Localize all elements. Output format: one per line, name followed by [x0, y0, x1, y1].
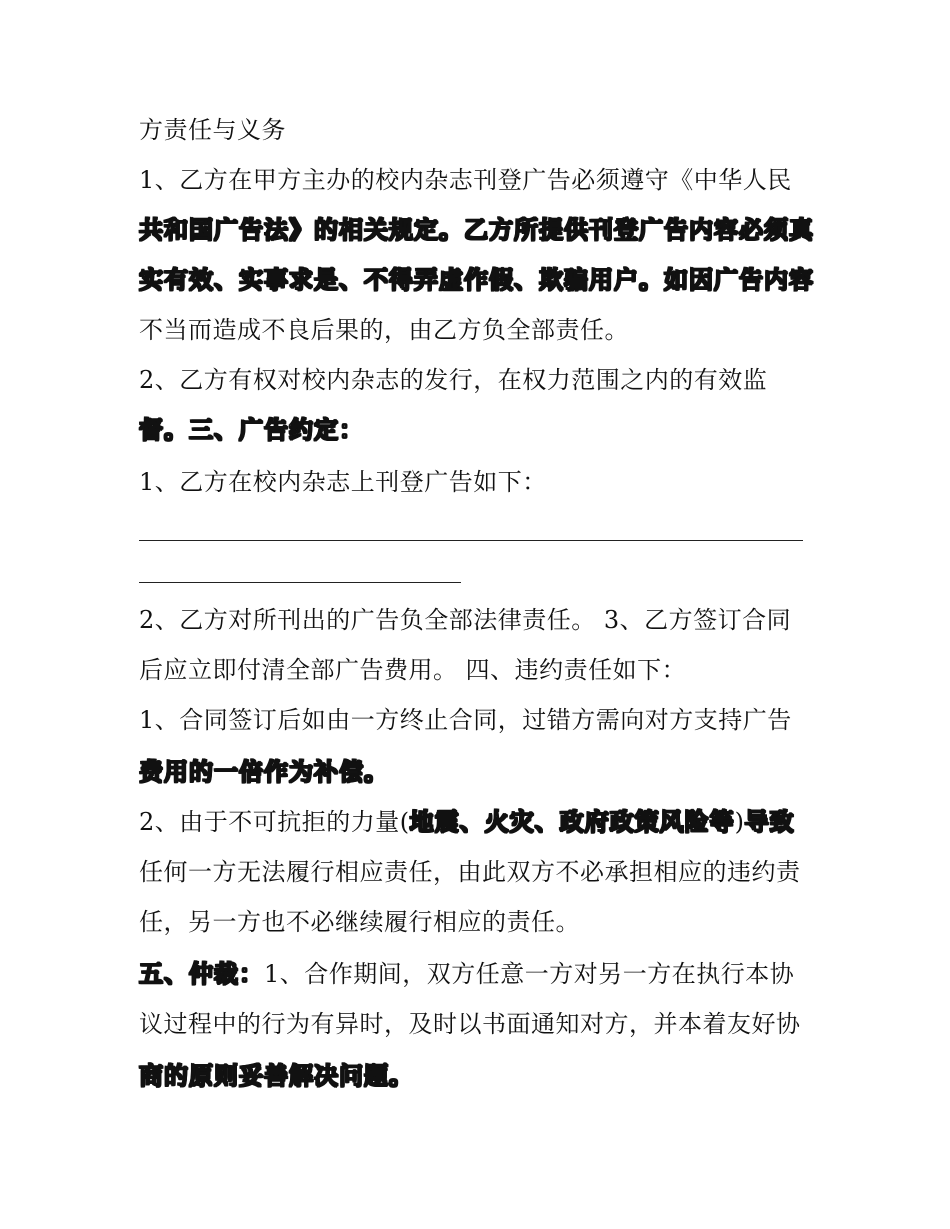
- text-line: [139, 164, 792, 196]
- text-line: [139, 214, 814, 246]
- text-line: [139, 466, 547, 498]
- text-segment: ): [734, 808, 745, 836]
- text-segment: 方责任与义务: [139, 116, 286, 144]
- text-segment: 1、合作期间，双方任意一方对另一方在执行本协: [264, 960, 795, 988]
- text-line: [139, 364, 767, 396]
- text-line: [139, 906, 580, 938]
- text-line: [139, 1008, 801, 1040]
- text-segment: 1、合同签订后如由一方终止合同，过错方需向对方支持广告: [139, 706, 792, 734]
- text-segment: 2、乙方对所刊出的广告负全部法律责任。 3、乙方签订合同: [139, 606, 792, 634]
- text-line: [139, 856, 801, 888]
- text-line: [139, 264, 814, 296]
- text-line: [139, 756, 389, 788]
- outlined-text-segment: 督。三、广告约定：: [139, 416, 364, 444]
- text-segment: 2、由于不可抗拒的力量(: [139, 808, 410, 836]
- text-line: [139, 314, 629, 346]
- fill-in-blank-line-2: [139, 582, 461, 583]
- text-segment: 1、乙方在校内杂志上刊登广告如下：: [139, 468, 547, 496]
- text-line: [139, 654, 686, 686]
- outlined-text-segment: 费用的一倍作为补偿。: [139, 758, 389, 786]
- text-segment: 2、乙方有权对校内杂志的发行，在权力范围之内的有效监: [139, 366, 768, 394]
- text-segment: 不当而造成不良后果的，由乙方负全部责任。: [139, 316, 629, 344]
- text-line: [139, 114, 286, 146]
- outlined-text-segment: 共和国广告法》的相关规定。乙方所提供刊登广告内容必须真: [139, 216, 814, 244]
- text-segment: 任何一方无法履行相应责任，由此双方不必承担相应的违约责: [139, 858, 801, 886]
- text-segment: 1、乙方在甲方主办的校内杂志刊登广告必须遵守《中华人民: [139, 166, 792, 194]
- text-segment: 议过程中的行为有异时，及时以书面通知对方，并本着友好协: [139, 1010, 801, 1038]
- fill-in-blank-line-1: [139, 540, 803, 541]
- outlined-text-segment: 导致: [744, 808, 795, 836]
- text-line: [139, 704, 792, 736]
- outlined-text-segment: 商的原则妥善解决问题。: [139, 1062, 414, 1090]
- outlined-text-segment: 实有效、实事求是、不得弄虚作假、欺骗用户。如因广告内容: [139, 266, 814, 294]
- text-line: [139, 806, 795, 838]
- text-segment: 任，另一方也不必继续履行相应的责任。: [139, 908, 580, 936]
- outlined-text-segment: 地震、火灾、政府政策风险等: [409, 808, 735, 836]
- text-line: [139, 604, 791, 636]
- text-line: [139, 414, 364, 446]
- outlined-text-segment: 五、仲裁：: [139, 960, 264, 988]
- text-line: [139, 1060, 414, 1092]
- text-segment: 后应立即付清全部广告费用。 四、违约责任如下：: [139, 656, 687, 684]
- text-line: [139, 958, 794, 990]
